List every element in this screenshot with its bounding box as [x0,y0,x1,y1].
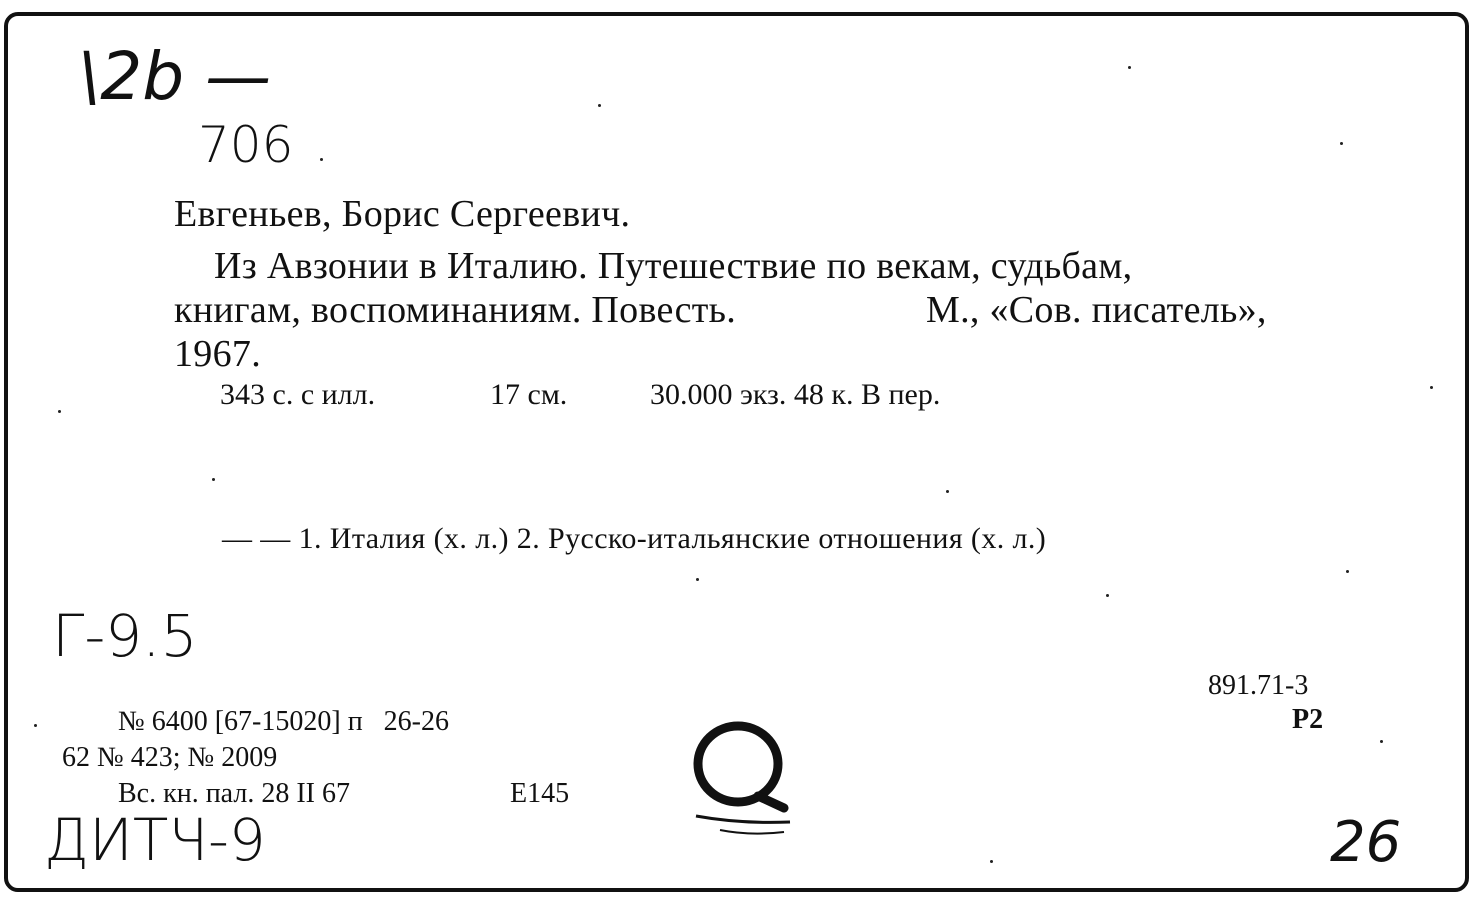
handwritten-code-left: Г-9.5 [52,602,198,670]
title-line-1: Из Авзонии в Италию. Путешествие по векам, судьбам, [214,245,1133,287]
speck [320,158,323,161]
classification-author-mark: Р2 [1292,704,1324,735]
speck [1346,570,1349,573]
speck [1128,66,1131,69]
handwritten-code-bottom: ДИТЧ-9 [44,806,266,874]
speck [990,860,993,863]
speck [58,410,61,413]
classification-code: 891.71-3 [1208,670,1309,701]
speck [212,478,215,481]
speck [1340,142,1343,145]
subject-headings: — — 1. Италия (х. л.) 2. Русско-итальянские отношения (х. л.) [222,522,1047,555]
speck [598,104,601,107]
title-line-2-left: книгам, воспоминаниям. Повесть. [174,289,737,331]
print-run-info: 30.000 экз. 48 к. В пер. [650,378,941,411]
speck [1106,594,1109,597]
publisher: М., «Сов. писатель», [926,289,1267,331]
speck [1430,386,1433,389]
size-info: 17 см. [490,378,568,411]
q-stamp-icon [680,712,820,842]
speck [946,490,949,493]
handwritten-mark-right: 26 [1330,810,1402,875]
pages-info: 343 с. с илл. [220,378,376,411]
speck [696,578,699,581]
record-line-3: Вс. кн. пал. 28 II 67 [118,778,350,809]
handwritten-shelf-mark-bottom: 706 [198,116,294,174]
speck [1380,740,1383,743]
record-code: E145 [510,778,570,809]
author-heading: Евгеньев, Борис Сергеевич. [174,193,631,235]
record-line-2: 62 № 423; № 2009 [62,742,278,773]
publication-year: 1967. [174,333,261,375]
record-line-1: № 6400 [67-15020] п 26-26 [118,706,449,737]
handwritten-shelf-mark-top: \2b — [78,38,272,115]
speck [34,724,37,727]
